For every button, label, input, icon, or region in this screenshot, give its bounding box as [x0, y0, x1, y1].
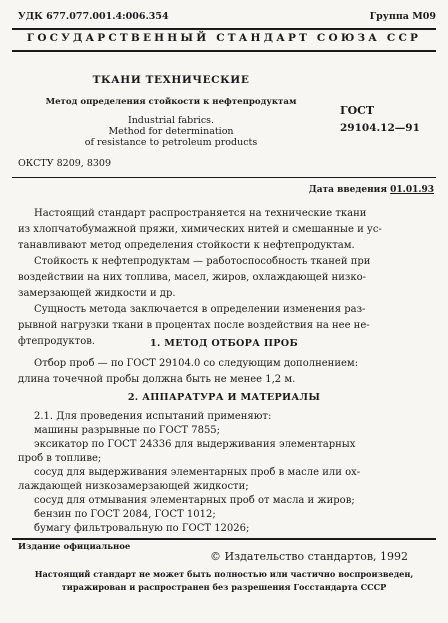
section-heading-sampling: 1. МЕТОД ОТБОРА ПРОБ	[150, 338, 298, 349]
list-item: машины разрывные по ГОСТ 7855;	[34, 425, 221, 436]
apparatus-list	[18, 410, 360, 536]
list-item: проб в топливе;	[18, 453, 102, 464]
title-separator	[12, 177, 436, 178]
paragraph-line: Настоящий стандарт распространяется на технические ткани	[34, 208, 367, 219]
footer-rule	[12, 538, 436, 540]
list-item: 2.1. Для проведения испытаний применяют:	[34, 411, 272, 422]
paragraph-line: Сущность метода заключается в определении изменения раз-	[34, 304, 366, 315]
reproduction-notice-line: тиражирован и распространен без разрешения Госстандарта СССР	[61, 582, 387, 592]
paragraph-line: из хлопчатобумажной пряжи, химических нитей и смешанные и ус-	[18, 224, 382, 235]
english-title	[12, 115, 330, 148]
reproduction-notice-line: Настоящий стандарт не может быть полностью или частично воспроизведен,	[34, 569, 414, 579]
reproduction-notice	[12, 568, 436, 594]
english-title-line: Method for determination	[108, 126, 234, 137]
paragraph-line: воздействии на них топлива, масел, жиров, охлаждающей низко-	[18, 272, 366, 283]
header-top-rule	[12, 28, 436, 30]
paragraph-line: фтепродуктов.	[18, 336, 96, 347]
document-subtitle: Метод определения стойкости к нефтепродуктам	[45, 97, 297, 107]
paragraph-line: замерзающей жидкости и др.	[18, 288, 176, 299]
list-item: бумагу фильтровальную по ГОСТ 12026;	[34, 523, 250, 534]
paragraph-line: Стойкость к нефтепродуктам — работоспособность тканей при	[34, 256, 371, 267]
list-item: сосуд для выдерживания элементарных проб в масле или ох-	[34, 467, 361, 478]
paragraph-line: Отбор проб — по ГОСТ 29104.0 со следующим дополнением:	[34, 358, 359, 369]
copyright-notice: © Издательство стандартов, 1992	[210, 550, 408, 563]
gost-label: ГОСТ	[340, 104, 375, 117]
standard-banner: ГОСУДАРСТВЕННЫЙ СТАНДАРТ СОЮЗА ССР	[26, 32, 422, 44]
list-item: сосуд для отмывания элементарных проб от масла и жиров;	[34, 495, 355, 506]
english-title-line: Industrial fabrics.	[127, 115, 215, 126]
gost-number: 29104.12—91	[340, 122, 420, 134]
official-edition-label: Издание официальное	[18, 542, 131, 552]
paragraph-scope	[18, 206, 382, 254]
introduction-date	[309, 185, 434, 195]
okstu-code: ОКСТУ 8209, 8309	[18, 158, 112, 169]
paragraph-line: рывной нагрузки ткани в процентах после воздействия на нее не-	[18, 320, 370, 331]
list-item: бензин по ГОСТ 2084, ГОСТ 1012;	[34, 509, 216, 520]
paragraph-line: танавливают метод определения стойкости к нефтепродуктам.	[18, 240, 355, 251]
group-code: Группа М09	[369, 11, 436, 22]
udk-code: УДК 677.077.001.4:006.354	[18, 11, 169, 22]
section-heading-apparatus: 2. АППАРАТУРА И МАТЕРИАЛЫ	[127, 392, 321, 403]
english-title-line: of resistance to petroleum products	[84, 137, 258, 148]
header-bottom-rule	[12, 50, 436, 52]
document-title: ТКАНИ ТЕХНИЧЕСКИЕ	[92, 74, 250, 86]
introduction-date-value: 01.01.93	[390, 185, 434, 195]
list-item: лаждающей низкозамерзающей жидкости;	[18, 481, 249, 492]
paragraph-definition	[18, 254, 370, 302]
list-item: эксикатор по ГОСТ 24336 для выдерживания элементарных	[34, 439, 356, 450]
paragraph-line: длина точечной пробы должна быть не менее 1,2 м.	[18, 374, 296, 385]
introduction-date-label: Дата введения	[308, 185, 388, 195]
section-sampling-text	[18, 356, 358, 388]
